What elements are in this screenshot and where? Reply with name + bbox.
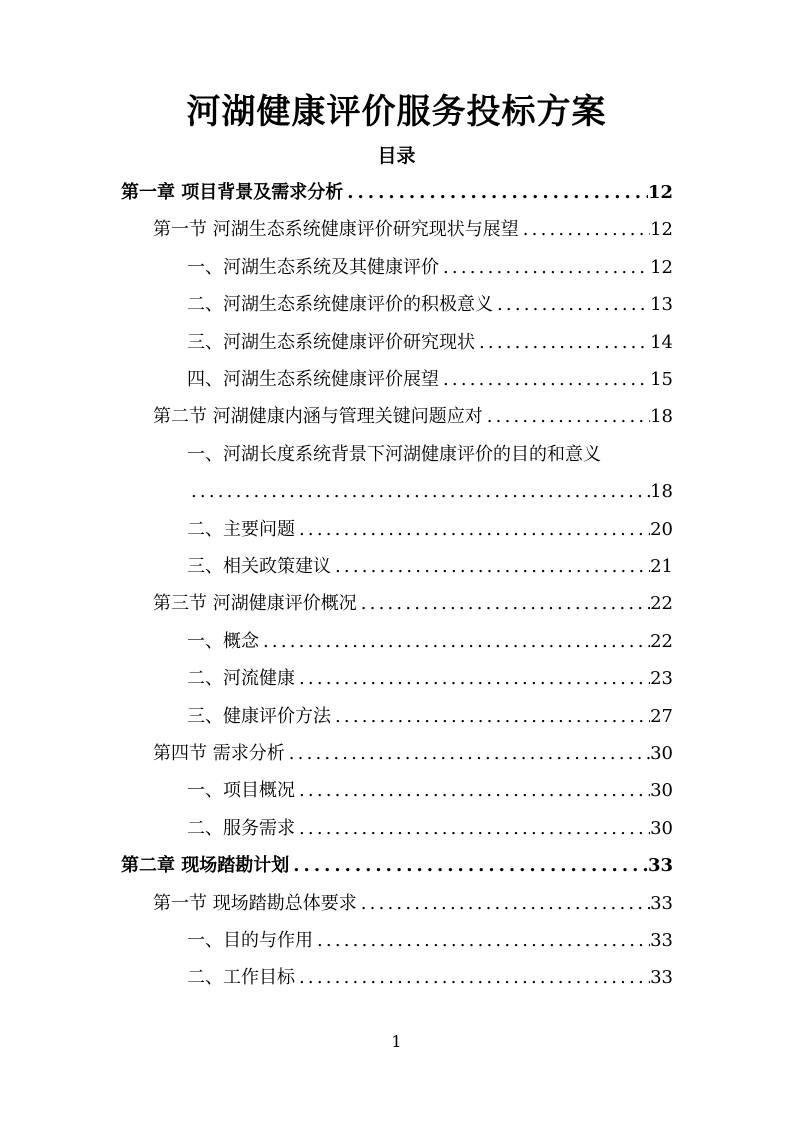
toc-entry-label: 第一节 现场踏勘总体要求	[153, 892, 357, 914]
toc-entry-label: 一、河湖生态系统及其健康评价	[187, 256, 439, 278]
toc-entry[interactable]	[187, 664, 673, 694]
toc-entry[interactable]	[187, 963, 673, 993]
toc-entry-label: 三、河湖生态系统健康评价研究现状	[187, 331, 475, 353]
toc-entry-label: 一、目的与作用	[187, 930, 313, 951]
toc-entry-page: 20	[650, 518, 673, 540]
toc-entry[interactable]	[153, 889, 673, 919]
toc-entry-label: 二、河流健康	[187, 668, 295, 690]
toc-entry-label: 第二章 现场踏勘计划	[121, 855, 290, 877]
toc-entry-page: 23	[650, 668, 673, 690]
toc-entry-page: 22	[650, 630, 673, 652]
toc-leader-dots	[313, 926, 650, 956]
toc-entry-page: 30	[650, 743, 673, 764]
toc-entry-page: 12	[647, 182, 673, 203]
toc-heading: 目录	[377, 145, 416, 167]
toc-entry[interactable]	[187, 440, 673, 470]
toc-entry[interactable]	[187, 702, 673, 732]
toc-entry-page: 21	[650, 556, 673, 577]
toc-entry-label: 一、河湖长度系统背景下河湖健康评价的目的和意义	[187, 443, 601, 465]
toc-entry-page: 33	[650, 967, 673, 989]
toc-leader-dots	[295, 963, 650, 993]
toc-leader-dots	[285, 739, 650, 769]
toc-entry[interactable]	[187, 253, 673, 283]
toc-entry[interactable]	[187, 926, 673, 956]
toc-entry-label: 第一章 项目背景及需求分析	[121, 182, 344, 203]
toc-entry[interactable]	[187, 776, 673, 806]
toc-entry-page: 33	[650, 892, 673, 914]
toc-leader-dots	[357, 889, 650, 919]
toc-entry-label: 四、河湖生态系统健康评价展望	[187, 369, 439, 390]
toc-leader-dots	[187, 477, 650, 507]
toc-leader-dots	[493, 290, 650, 320]
toc-entry[interactable]	[187, 290, 673, 320]
toc-leader-dots	[439, 253, 650, 283]
toc-entry-page: 33	[647, 855, 673, 877]
toc-entry[interactable]	[187, 814, 673, 844]
toc-entry-page: 18	[650, 406, 673, 428]
toc-entry-label: 第三节 河湖健康评价概况	[153, 593, 357, 615]
toc-leader-dots	[331, 702, 650, 732]
toc-leader-dots	[331, 552, 650, 582]
toc-entry-page: 22	[650, 593, 673, 615]
toc-entry-page: 30	[650, 780, 673, 802]
toc-entry[interactable]	[153, 589, 673, 619]
toc-entry-label: 第一节 河湖生态系统健康评价研究现状与展望	[153, 219, 519, 241]
toc-entry[interactable]	[187, 552, 673, 582]
toc-entry-label: 一、项目概况	[187, 780, 295, 802]
toc-leader-dots	[295, 515, 650, 545]
toc-leader-dots	[519, 215, 650, 245]
toc-entry[interactable]	[153, 402, 673, 432]
toc-leader-dots	[295, 814, 650, 844]
toc-entry-label: 二、河湖生态系统健康评价的积极意义	[187, 294, 493, 316]
toc-leader-dots	[343, 178, 648, 208]
toc-leader-dots	[295, 776, 650, 806]
toc-leader-dots	[357, 589, 650, 619]
toc-entry-label: 二、服务需求	[187, 817, 295, 839]
toc-entry-label: 二、工作目标	[187, 967, 295, 989]
toc-entry-label: 二、主要问题	[187, 518, 295, 540]
toc-entry-page: 27	[650, 705, 673, 727]
toc-entry-label: 一、概念	[187, 630, 259, 652]
toc-entry-page: 12	[650, 256, 673, 278]
toc-entry[interactable]	[187, 328, 673, 358]
toc-entry-label: 三、相关政策建议	[187, 556, 331, 577]
toc-entry[interactable]	[153, 739, 673, 769]
toc-leader-dots	[439, 365, 650, 395]
document-title: 河湖健康评价服务投标方案	[186, 92, 607, 132]
toc-entry[interactable]	[187, 515, 673, 545]
toc-entry[interactable]	[121, 851, 673, 881]
toc-entry-label: 第四节 需求分析	[153, 743, 285, 764]
toc-entry[interactable]	[187, 477, 673, 507]
toc-entry-page: 14	[650, 331, 673, 353]
toc-leader-dots	[289, 851, 648, 881]
toc-entry-page: 15	[650, 369, 673, 390]
toc-entry-page: 18	[650, 481, 673, 503]
toc-entry[interactable]	[187, 365, 673, 395]
toc-entry-page: 13	[650, 294, 673, 316]
toc-leader-dots	[475, 328, 650, 358]
page-number: 1	[391, 1032, 402, 1051]
toc-entry[interactable]	[121, 178, 673, 208]
toc-leader-dots	[295, 664, 650, 694]
toc-entry[interactable]	[187, 627, 673, 657]
toc-entry-page: 30	[650, 817, 673, 839]
toc-entry-page: 33	[650, 930, 673, 951]
toc-leader-dots	[259, 627, 650, 657]
toc-entry-page: 12	[650, 219, 673, 241]
toc-entry[interactable]	[153, 215, 673, 245]
toc-entry-label: 第二节 河湖健康内涵与管理关键问题应对	[153, 406, 483, 428]
toc-leader-dots	[483, 402, 650, 432]
toc-entry-label: 三、健康评价方法	[187, 705, 331, 727]
